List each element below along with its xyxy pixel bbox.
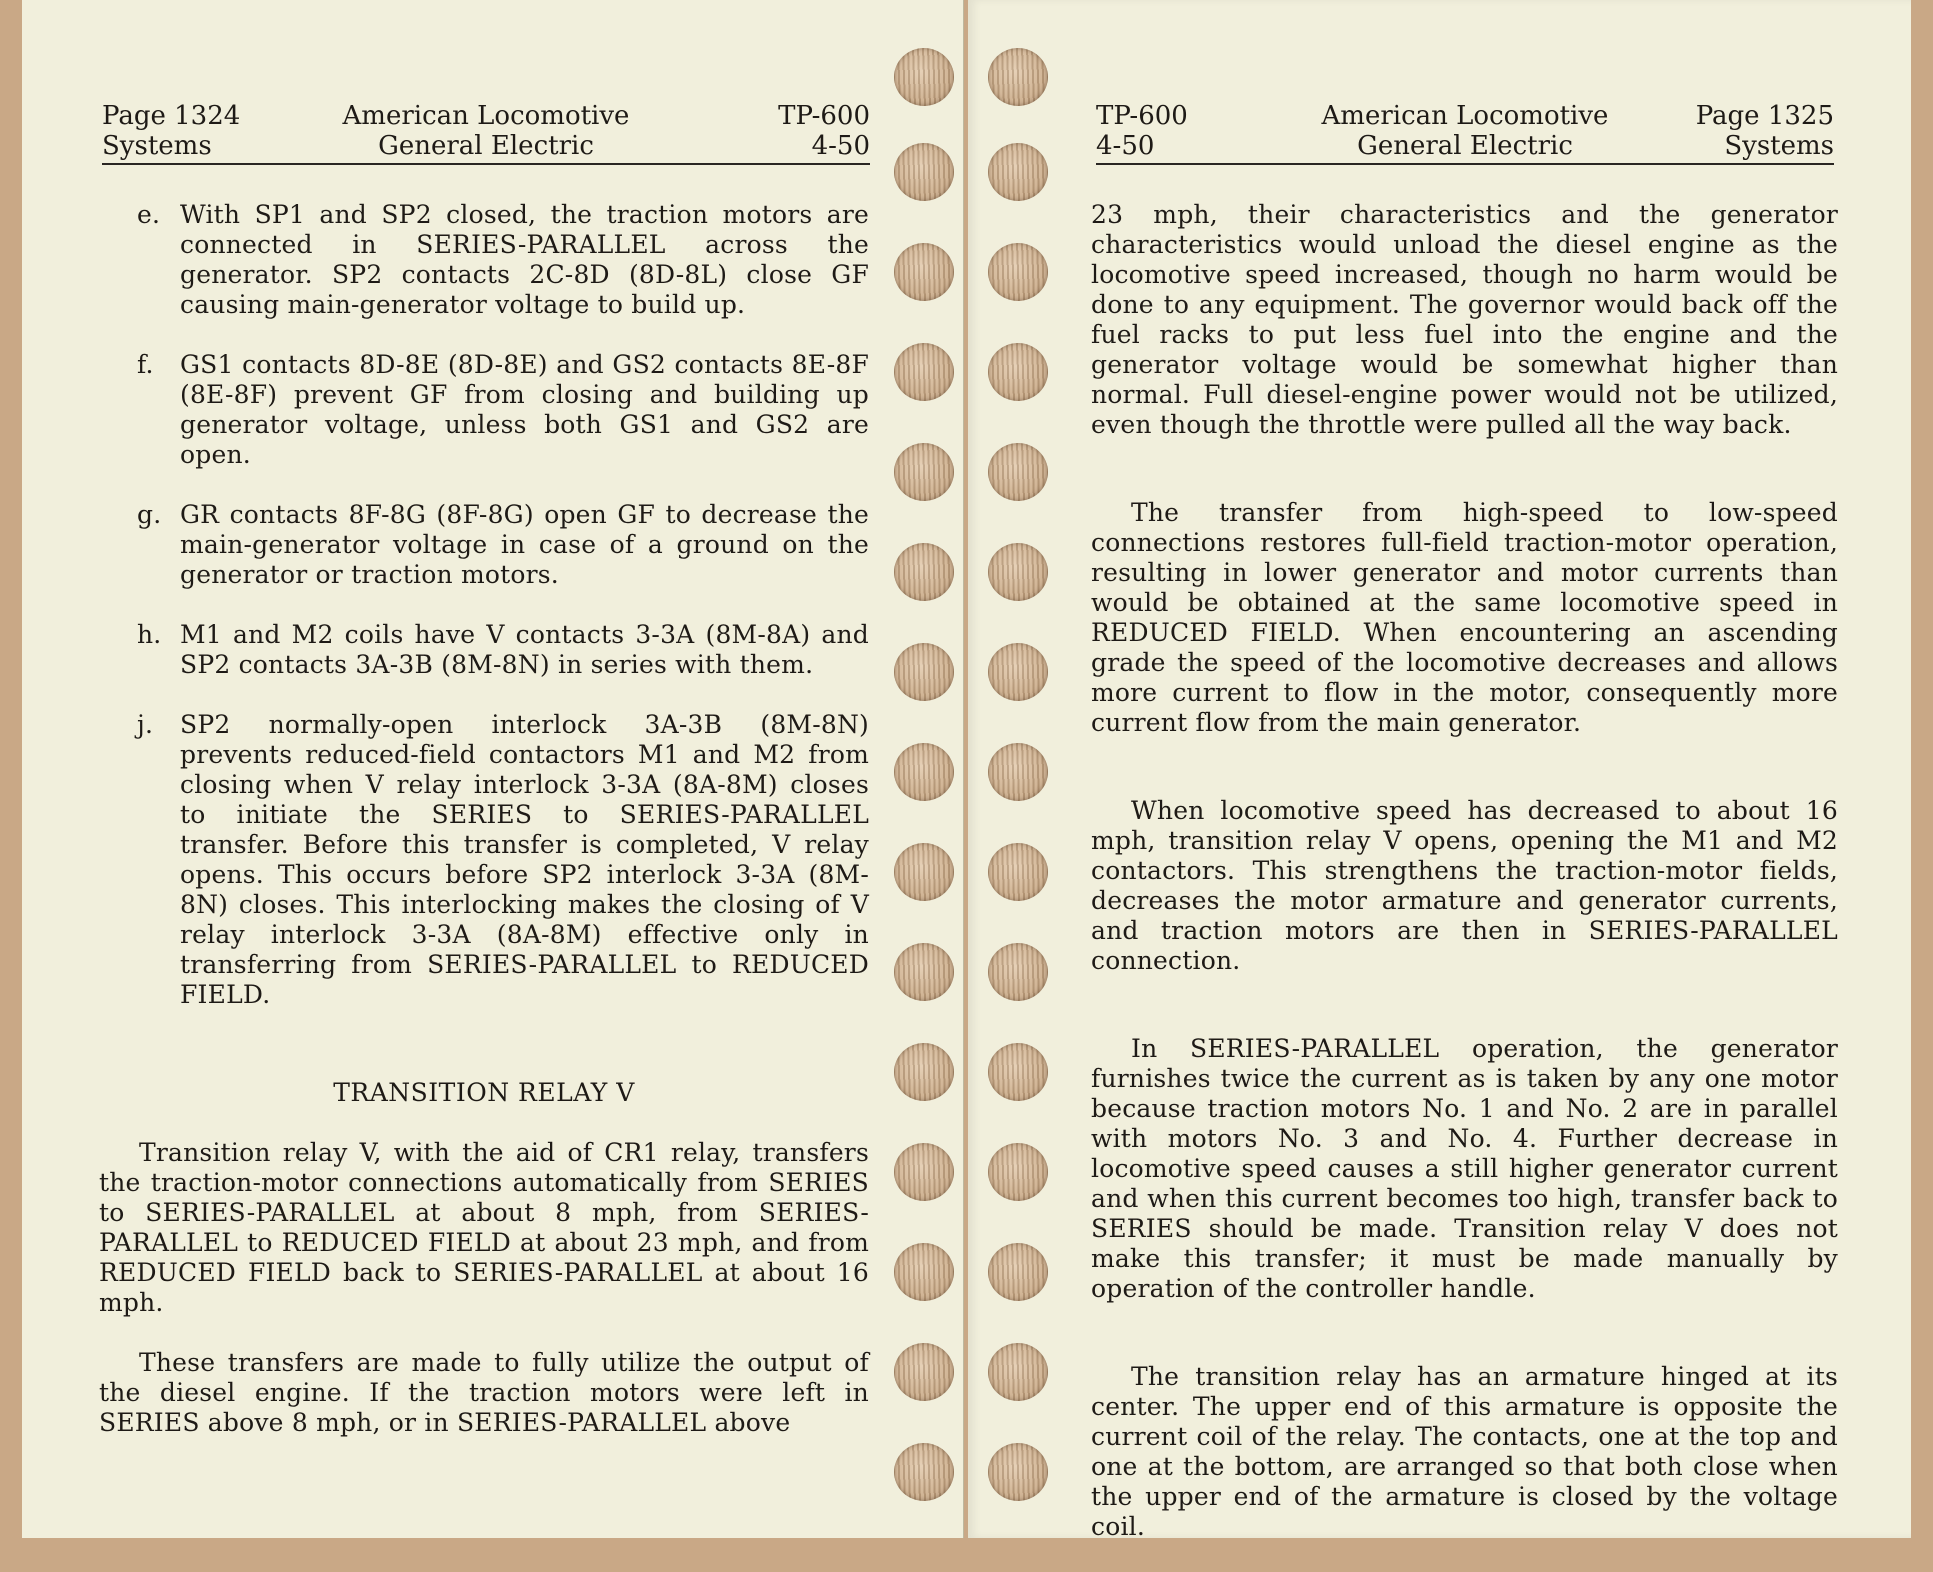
page-number: Page 1324 [102,101,241,131]
right-page [968,0,1911,1541]
item-text: With SP1 and SP2 closed, the traction motors are connected in SERIES-PARALLEL across the generator. SP2 contacts 2C-8D (8D-8L) close GF causing main-generator voltage to build up. [180,200,869,319]
doc-code-block [778,101,870,161]
doc-code: TP-600 [778,101,870,131]
item-label: e. [137,200,161,229]
item-text: SP2 normally-open interlock 3A-3B (8M-8N) prevents reduced-field contactors M1 and M2 from closing when V relay interlock 3-3A (8A-8M) closes to initiate the SERIES to SERIES-PARALLEL transfer. Before this transfer is completed, V relay opens. This occurs before SP2 interlock 3-3A (8M-8N) closes. This interlocking makes the closing of V relay interlock 3-3A (8A-8M) effective only in transferring from SERIES-PARALLEL to REDUCED FIELD. [180,710,869,1009]
body-paragraph: These transfers are made to fully utilize the output of the diesel engine. If the traction motors were left in SERIES above 8 mph, or in SERIES-PARALLEL above [99,1348,869,1437]
body-paragraph: In SERIES-PARALLEL operation, the generator furnishes twice the current as is taken by any one motor because traction motors No. 1 and No. 2 are in parallel with motors No. 3 and No. 4. Further decrease in locomotive speed causes a still higher generator current and when this current becomes too high, transfer back to SERIES should be made. Transition relay V does not make this transfer; it must be made manually by operation of the controller handle. [1091,1034,1838,1303]
binding-hole [988,1443,1048,1501]
list-item [99,710,869,1010]
binding-hole [894,643,954,701]
page-number: Page 1325 [1695,101,1834,131]
doc-code: TP-600 [1096,101,1188,131]
item-label: h. [137,620,162,649]
binding-hole [988,743,1048,801]
list-item [99,500,869,590]
item-label: g. [137,500,162,529]
binding-hole [894,1443,954,1501]
binding-hole [988,343,1048,401]
binding-hole [988,443,1048,501]
body-paragraph: When locomotive speed has decreased to about 16 mph, transition relay V opens, opening the M1 and M2 contactors. This strengthens the traction-motor fields, decreases the motor armature and generator currents, and traction motors are then in SERIES-PARALLEL connection. [1091,796,1838,975]
binding-hole [988,1243,1048,1301]
publisher-line-1: American Locomotive [342,101,630,131]
list-item [99,620,869,680]
section-heading: TRANSITION RELAY V [333,1078,635,1107]
item-text: GS1 contacts 8D-8E (8D-8E) and GS2 contacts 8E-8F (8E-8F) prevent GF from closing and building up generator voltage, unless both GS1 and GS2 are open. [180,350,869,469]
binding-hole [988,243,1048,301]
item-text: M1 and M2 coils have V contacts 3-3A (8M-8A) and SP2 contacts 3A-3B (8M-8N) in series with them. [180,620,869,679]
binding-hole [894,1343,954,1401]
body-paragraph: Transition relay V, with the aid of CR1 relay, transfers the traction-motor connections automatically from SERIES to SERIES-PARALLEL at about 8 mph, from SERIES-PARALLEL to REDUCED FIELD at about 23 mph, and from REDUCED FIELD back to SERIES-PARALLEL at about 16 mph. [99,1138,869,1317]
binding-hole [988,843,1048,901]
binding-hole [894,543,954,601]
binding-hole [894,743,954,801]
binding-hole [988,643,1048,701]
page-number-block [1696,101,1834,161]
binding-hole [894,1243,954,1301]
right-page-body [1091,200,1838,1572]
binding-hole [894,1143,954,1201]
publisher-block [102,101,870,161]
list-item [99,200,869,320]
binding-hole [988,143,1048,201]
binding-hole [988,1143,1048,1201]
body-paragraph: 23 mph, their characteristics and the generator characteristics would unload the diesel engine as the locomotive speed increased, though no harm would be done to any equipment. The governor would back off the fuel racks to put less fuel into the engine and the generator voltage would be somewhat higher than normal. Full diesel-engine power would not be utilized, even though the throttle were pulled all the way back. [1091,200,1838,439]
binding-hole [988,1043,1048,1101]
left-page [22,0,964,1538]
binding-hole [988,943,1048,1001]
publisher-line-2: General Electric [378,131,594,161]
doc-date: 4-50 [811,131,870,161]
binding-hole [894,143,954,201]
binding-hole [988,48,1048,106]
section-name: Systems [102,131,212,161]
binding-hole [894,343,954,401]
publisher-line-2: General Electric [1357,131,1573,161]
publisher-line-1: American Locomotive [1321,101,1609,131]
item-label: f. [137,350,154,379]
doc-date: 4-50 [1096,131,1155,161]
body-paragraph: The transfer from high-speed to low-speed connections restores full-field traction-motor operation, resulting in lower generator and motor currents than would be obtained at the same locomotive speed in REDUCED FIELD. When encountering an ascending grade the speed of the locomotive decreases and allows more current to flow in the motor, consequently more current flow from the main generator. [1091,498,1838,737]
binding-hole [894,243,954,301]
left-page-body [99,200,869,1468]
item-text: GR contacts 8F-8G (8F-8G) open GF to decrease the main-generator voltage in case of a ground on the generator or traction motors. [180,500,869,589]
binding-hole [894,943,954,1001]
list-item [99,350,869,470]
item-label: j. [137,710,154,739]
binding-holes [880,0,1060,1538]
binding-hole [988,1343,1048,1401]
left-page-header [102,101,870,165]
binding-hole [988,543,1048,601]
binding-hole [894,843,954,901]
section-name: Systems [1724,131,1834,161]
binding-hole [894,443,954,501]
binding-hole [894,48,954,106]
binding-hole [894,1043,954,1101]
right-page-header [1096,101,1834,165]
body-paragraph: The transition relay has an armature hinged at its center. The upper end of this armature is opposite the current coil of the relay. The contacts, one at the top and one at the bottom, are arranged so that both close when the upper end of the armature is closed by the voltage coil. [1091,1362,1838,1541]
